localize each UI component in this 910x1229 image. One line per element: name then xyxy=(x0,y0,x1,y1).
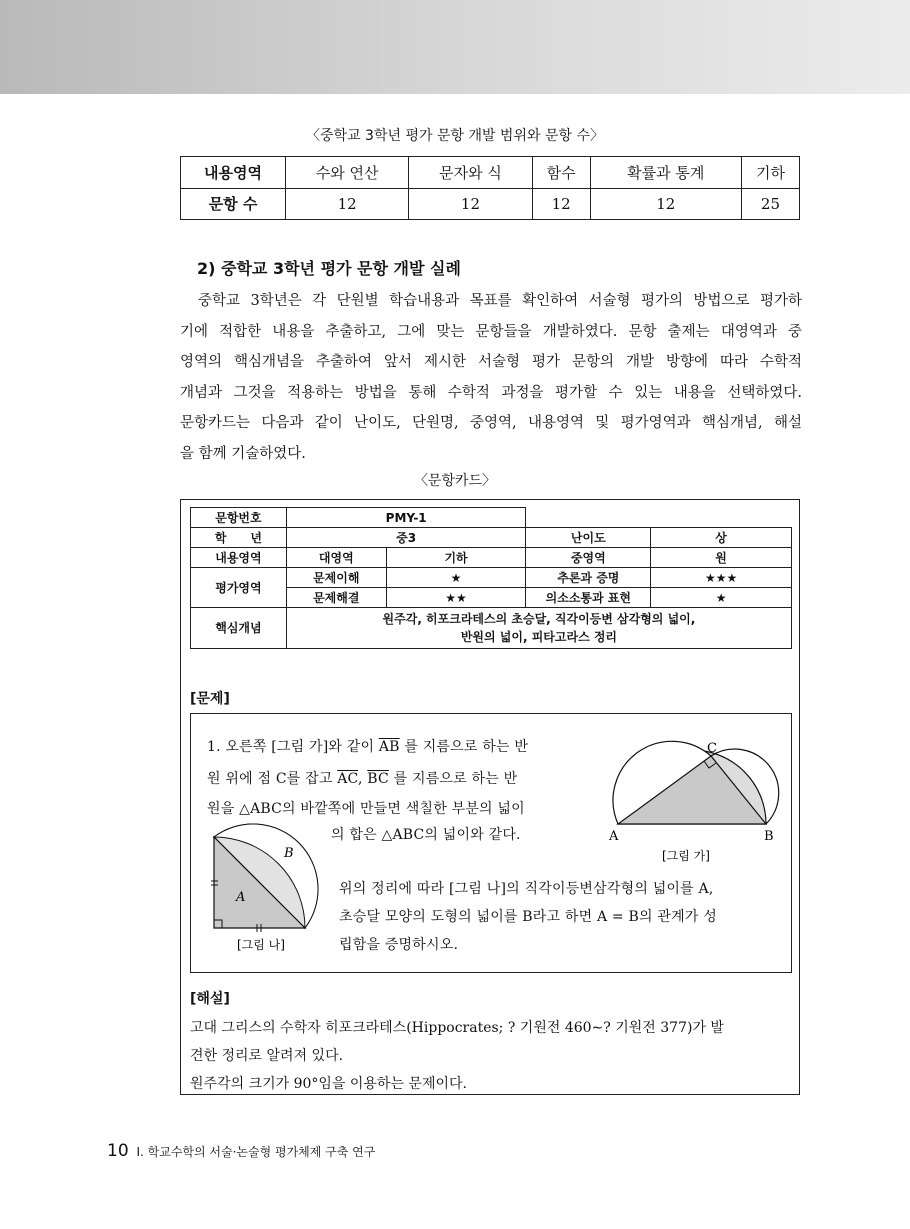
eval-item-stars: ★★★ xyxy=(651,568,792,588)
region-b-label: B xyxy=(284,846,294,861)
text-run: 를 지름으로 하는 반 xyxy=(388,771,518,787)
figure-ga-caption: [그림 가] xyxy=(662,849,710,863)
problem-box xyxy=(190,713,792,973)
difficulty-value: 상 xyxy=(651,528,792,548)
problem-line: 위의 정리에 따라 [그림 나]의 직각이등변삼각형의 넓이를 A, xyxy=(339,881,714,897)
count-cell: 12 xyxy=(532,188,590,220)
text-run: 를 지름으로 하는 반 xyxy=(399,739,529,755)
table-row xyxy=(181,157,800,189)
problem-line: 초승달 모양의 도형의 넓이를 B라고 하면 A = B의 관계가 성 xyxy=(339,909,717,925)
section-title: 2) 중학교 3학년 평가 문항 개발 실례 xyxy=(197,259,461,278)
paragraph-line: 을 함께 기술하였다. xyxy=(180,445,306,462)
eval-item-name: 추론과 증명 xyxy=(526,568,651,588)
point-b-label: B xyxy=(764,829,774,844)
count-cell: 12 xyxy=(286,188,409,220)
solution-text xyxy=(190,1014,792,1098)
paragraph-line: 기에 적합한 내용을 추출하고, 그에 맞는 문항들을 개발하였다. 문항 출제는 대영역과 중 xyxy=(180,323,802,340)
content-area-label: 내용영역 xyxy=(191,548,287,568)
core-concept-line: 반원의 넓이, 피타고라스 정리 xyxy=(460,630,618,644)
eval-item-name: 문제이해 xyxy=(286,568,386,588)
segment-ac: $\overline{AC}$ xyxy=(337,771,358,787)
point-c-label: C xyxy=(707,741,717,756)
item-no-value: PMY-1 xyxy=(286,508,526,528)
figure-ga xyxy=(606,736,786,866)
middle-area-label: 중영역 xyxy=(526,548,651,568)
header-band xyxy=(0,0,910,94)
point-a-label: A xyxy=(609,829,619,844)
paragraph-line: 문항카드는 다음과 같이 난이도, 단원명, 중영역, 내용영역 및 평가영역과 핵심개념, 해설 xyxy=(180,415,802,431)
grade-label: 학 년 xyxy=(191,528,287,548)
region-a-label: A xyxy=(236,890,246,905)
core-concept-value xyxy=(286,608,791,649)
column-label: 수와 연산 xyxy=(286,157,409,189)
item-no-label: 문항번호 xyxy=(191,508,287,528)
problem-label: [문제] xyxy=(190,691,230,707)
solution-line: 원주각의 크기가 90°임을 이용하는 문제이다. xyxy=(190,1076,467,1092)
paragraph-line: 개념과 그것을 적용하는 방법을 통해 수학적 과정을 평가할 수 있는 내용을 선택하였다. xyxy=(180,384,802,401)
figure-na xyxy=(211,819,331,959)
problem-line xyxy=(207,768,517,788)
problem-line: 의 합은 △ABC의 넓이와 같다. xyxy=(331,827,521,843)
count-cell: 12 xyxy=(409,188,532,220)
item-card xyxy=(180,499,800,1095)
page-number: 10 xyxy=(107,1141,129,1161)
text-run: 원 위에 점 C를 잡고 xyxy=(207,771,338,787)
major-area-value: 기하 xyxy=(386,548,526,568)
count-cell: 25 xyxy=(741,188,799,220)
grade-value: 중3 xyxy=(286,528,526,548)
column-label: 기하 xyxy=(741,157,799,189)
eval-item-name: 의소소통과 표현 xyxy=(526,588,651,608)
item-range-table xyxy=(180,156,800,220)
solution-label: [해설] xyxy=(190,991,230,1007)
eval-item-stars: ★ xyxy=(386,568,526,588)
column-label: 확률과 통계 xyxy=(590,157,741,189)
eval-item-name: 문제해결 xyxy=(286,588,386,608)
core-concept-label: 핵심개념 xyxy=(191,608,287,649)
table-row xyxy=(191,528,792,548)
difficulty-label: 난이도 xyxy=(526,528,651,548)
page-footer xyxy=(107,1141,375,1161)
text-run: 1. 오른쪽 [그림 가]와 같이 xyxy=(207,739,379,755)
middle-area-value: 원 xyxy=(651,548,792,568)
core-concept-line: 원주각, 히포크라테스의 초승달, 직각이등변 삼각형의 넓이, xyxy=(382,612,696,626)
table-row xyxy=(191,548,792,568)
segment-ab: $\overline{AB}$ xyxy=(378,739,400,755)
eval-item-stars: ★ xyxy=(651,588,792,608)
problem-line xyxy=(207,736,528,756)
table-row xyxy=(181,188,800,220)
problem-line: 원을 △ABC의 바깥쪽에 만들면 색칠한 부분의 넓이 xyxy=(207,801,525,817)
solution-line: 고대 그리스의 수학자 히포크라테스(Hippocrates; ? 기원전 460∼? 기원전 377)가 발 xyxy=(190,1020,724,1036)
eval-area-label: 평가영역 xyxy=(191,568,287,608)
footer-chapter: I. 학교수학의 서술·논술형 평가체제 구축 연구 xyxy=(136,1145,376,1159)
blank-cell xyxy=(526,508,792,528)
column-label: 함수 xyxy=(532,157,590,189)
table-row xyxy=(191,568,792,588)
table-row xyxy=(191,608,792,649)
table-row xyxy=(191,508,792,528)
count-cell: 12 xyxy=(590,188,741,220)
figure-na-caption: [그림 나] xyxy=(237,938,285,952)
problem-line: 립함을 증명하시오. xyxy=(339,937,459,953)
major-area-label: 대영역 xyxy=(286,548,386,568)
row-header: 문항 수 xyxy=(181,188,286,220)
text-run: , xyxy=(357,771,368,787)
row-header: 내용영역 xyxy=(181,157,286,189)
solution-line: 견한 정리로 알려져 있다. xyxy=(190,1048,344,1064)
paragraph-line: 영역의 핵심개념을 추출하여 앞서 제시한 서술형 평가 문항의 개발 방향에 따라 수학적 xyxy=(180,354,802,370)
intro-paragraph xyxy=(180,286,802,469)
paragraph-line: 중학교 3학년은 각 단원별 학습내용과 목표를 확인하여 서술형 평가의 방법으로 평가하 xyxy=(198,293,802,309)
card-info-table xyxy=(190,507,792,649)
eval-item-stars: ★★ xyxy=(386,588,526,608)
table-caption: 〈중학교 3학년 평가 문항 개발 범위와 문항 수〉 xyxy=(306,128,604,144)
column-label: 문자와 식 xyxy=(409,157,532,189)
card-caption: 〈문항카드〉 xyxy=(413,473,497,489)
segment-bc: $\overline{BC}$ xyxy=(367,771,389,787)
